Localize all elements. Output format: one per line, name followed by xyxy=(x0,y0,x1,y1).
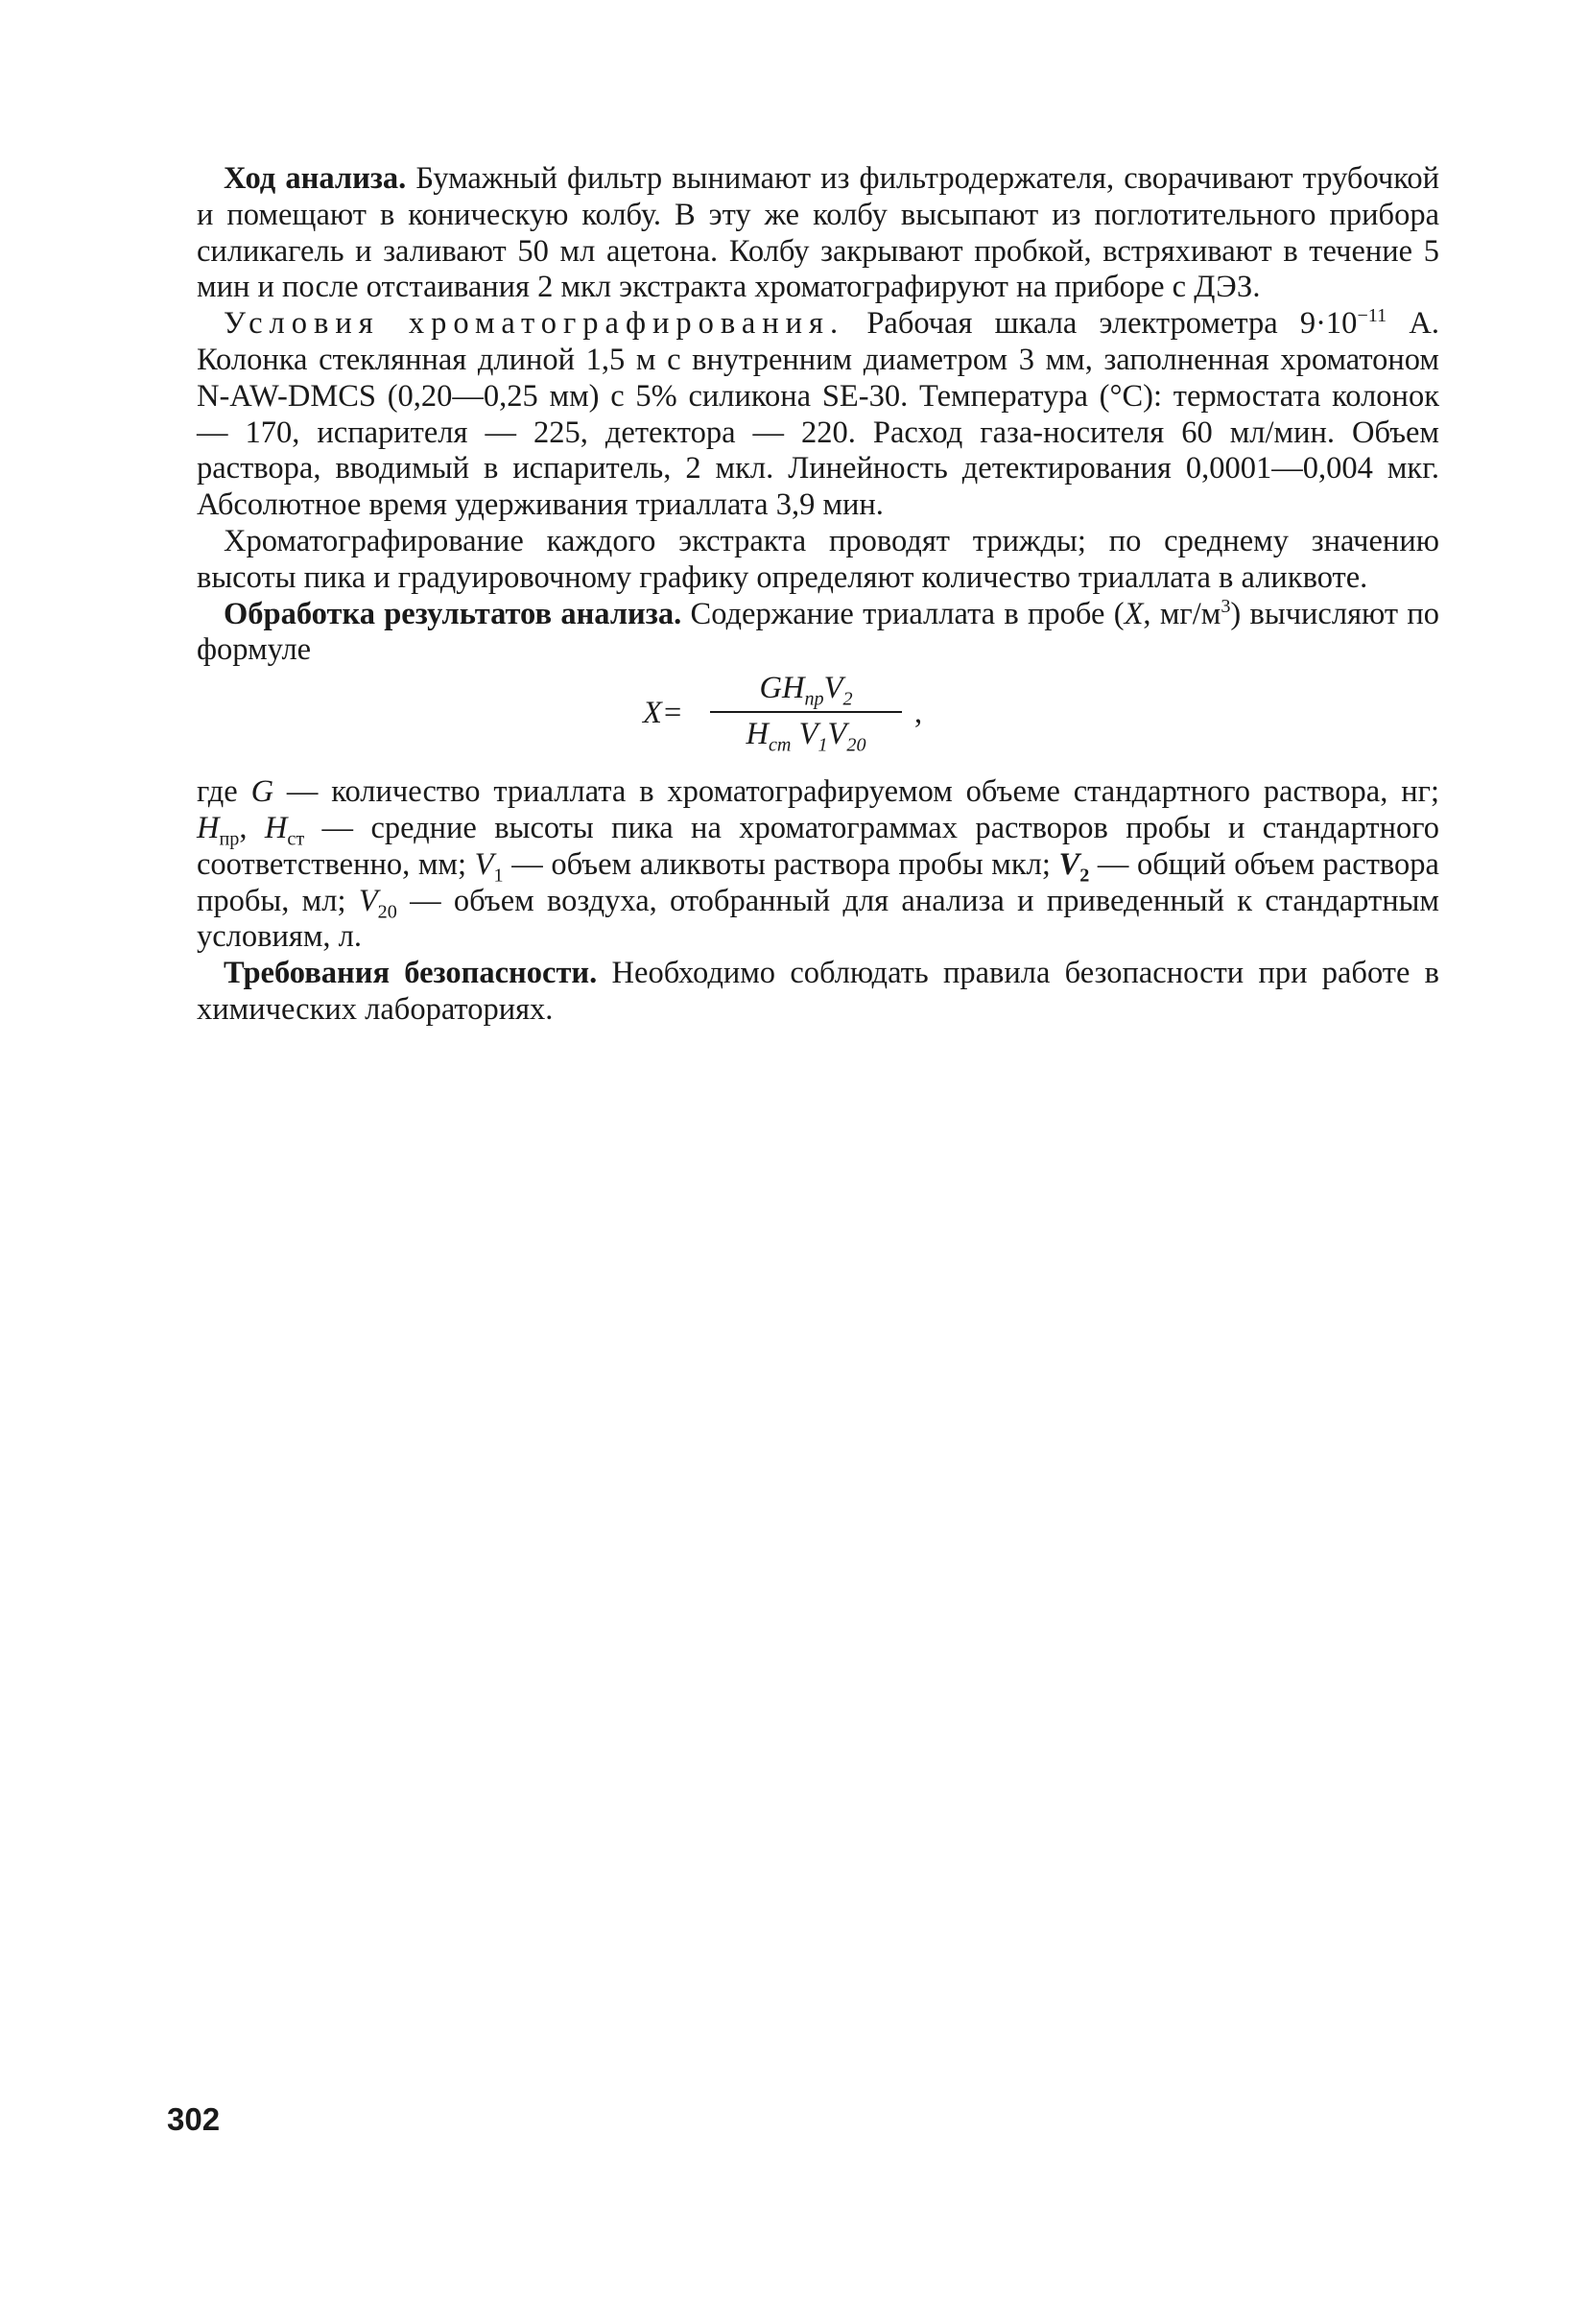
paragraph-chromatography-conditions xyxy=(197,306,1439,524)
paragraph-text: , мг/м xyxy=(1143,596,1221,631)
formula-numerator: $GH_{пр}V_2$ xyxy=(710,671,902,713)
formula-denominator: $H_{ст}$ $V_1V_{20}$ xyxy=(746,716,866,756)
page-number: 302 xyxy=(167,2101,221,2137)
formula-concentration xyxy=(197,671,1439,767)
paragraph-text: А. Колонка стеклянная длиной 1,5 м с внутренним диаметром 3 мм, заполненная хроматоном N-AW-DMCS (0,20—0,25 мм) с 5% силикона SE-30. Температура (°С): термостата колонок — 170, испарителя — 225, детектора — 220. Расход газа-носителя 60 мл/мин. Объем раствора, вводимый в испаритель, 2 мкл. Линейность детектирования 0,0001—0,004 мкг. Абсолютное время удерживания триаллата 3,9 мин. xyxy=(197,306,1440,523)
formula-lhs: X= xyxy=(643,696,683,731)
exponent: 3 xyxy=(1221,595,1231,617)
paragraph-text: Содержание триаллата в пробе ( xyxy=(690,596,1125,631)
paragraph-results-processing xyxy=(197,597,1439,670)
variable-x: X xyxy=(1124,596,1144,631)
formula-comma: , xyxy=(914,696,923,731)
paragraph-text: Рабочая шкала электрометра 9·10 xyxy=(866,306,1358,342)
section-heading-analysis: Ход анализа. xyxy=(224,161,407,196)
paragraph-text: Бумажный фильтр вынимают из фильтродержателя, сворачивают трубочкой и помещают в коническую колбу. В эту же колбу высыпают из поглотительного прибора силикагель и заливают 50 мл ацетона. Колбу закрывают пробкой, встряхивают в течение 5 мин и после отстаивания 2 мкл экстракта хроматографируют на приборе с ДЭЗ. xyxy=(197,161,1439,305)
paragraph-text: Необходимо соблюдать правила безопасности при работе в химических лабораториях. xyxy=(197,956,1439,1027)
paragraph-repeat-chromatography xyxy=(197,524,1439,597)
paragraph-text: Хроматографирование каждого экстракта проводят трижды; по среднему значению высоты пика и градуировочному графику определяют количество триаллата в аликвоте. xyxy=(197,523,1439,595)
paragraph-safety-requirements xyxy=(197,956,1439,1029)
formula-fraction xyxy=(710,671,902,756)
paragraph-text: ) вычисляют по формуле xyxy=(197,596,1440,668)
paragraph-analysis-procedure xyxy=(197,161,1439,306)
paragraph-variable-definitions: где G — количество триаллата в хроматографируемом объеме стандартного раствора, нг; $H_{пр}$, $H_{ст}$ — средние высоты пика на хроматограммах растворов пробы и стандартного соответственно, мм; $V_1$ — объем аликвоты раствора пробы мкл; $V_2$ — общий объем раствора пробы, мл; $V_{20}$ — объем воздуха, отобранный для анализа и приведенный к стандартным условиям, л. xyxy=(197,774,1440,955)
section-heading-results: Обработка результатов анализа. xyxy=(224,596,682,631)
exponent: −11 xyxy=(1357,305,1387,327)
section-heading-conditions: Условия хроматографирования. xyxy=(224,306,845,342)
page-body xyxy=(197,161,1439,1029)
section-heading-safety: Требования безопасности. xyxy=(224,956,598,991)
